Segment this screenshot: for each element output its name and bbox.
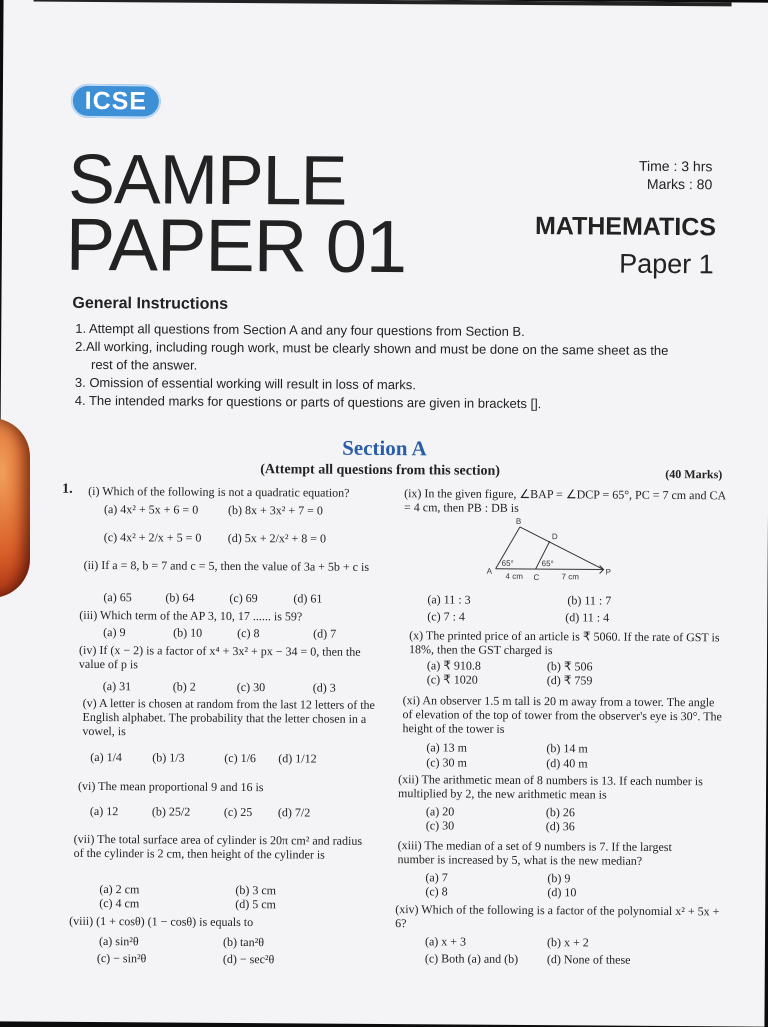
option: (c) 25 <box>223 804 253 820</box>
option: (c) 69 <box>229 590 258 606</box>
option: (d) 61 <box>293 591 323 606</box>
instruction-item: 2.All working, including rough work, must be clearly shown and must be done on the same sheet as the rest of the answer. <box>75 338 669 373</box>
option: (b) 64 <box>165 590 195 605</box>
option: (c) 30 m <box>426 755 467 770</box>
option: (c) Both (a) and (b) <box>424 951 519 966</box>
question-xi: (xi) An observer 1.5 m tall is 20 m away from a tower. The angle of elevation of the top of tower from the observer's eye is 30°. The height of the tower is <box>402 693 722 736</box>
side-bp <box>520 527 604 570</box>
option: (a) 1/4 <box>90 749 122 765</box>
question-viii: (viii) (1 + cosθ) (1 − cosθ) is equals to <box>69 913 254 930</box>
option: (b) 9 <box>547 871 571 886</box>
question-vi: (vi) The mean proportional 9 and 16 is <box>78 778 264 795</box>
top-edge <box>34 0 732 6</box>
question-ii: (ii) If a = 8, b = 7 and c = 5, then the value of 3a + 5b + c is <box>83 557 370 574</box>
option: (c) 8 <box>425 884 448 899</box>
option: (d) 7/2 <box>277 805 311 820</box>
label-a: A <box>486 566 492 576</box>
option: (a) 11 : 3 <box>427 592 471 607</box>
instruction-item: 3. Omission of essential working will result in loss of marks. <box>74 374 416 393</box>
option: (d) − sec²θ <box>222 951 275 967</box>
icse-badge: ICSE <box>71 84 161 119</box>
paper-number: Paper 1 <box>619 248 714 280</box>
option: (b) 1/3 <box>152 750 185 765</box>
question-x: (x) The printed price of an article is ₹ 5060. If the rate of GST is 18%, then the GST charged is <box>408 628 720 658</box>
option: (c) 7 : 4 <box>427 609 465 624</box>
option: (d) 40 m <box>546 756 588 771</box>
option: (d) 10 <box>547 885 577 900</box>
option: (d) None of these <box>546 952 631 967</box>
general-instructions-list <box>75 320 676 414</box>
instruction-item: 4. The intended marks for questions or parts of questions are given in brackets []. <box>74 392 542 412</box>
length-label: 4 cm <box>505 571 523 581</box>
option: (d) 7 <box>313 626 337 641</box>
option: (a) 9 <box>103 625 126 640</box>
section-marks: (40 Marks) <box>665 466 723 482</box>
option: (d) 5 cm <box>235 896 276 912</box>
option: (c) 8 <box>237 625 260 641</box>
label-b: B <box>515 516 522 526</box>
label-p: P <box>605 567 611 577</box>
option: (a) sin²θ <box>98 934 139 949</box>
option: (b) 14 m <box>546 741 588 756</box>
option: (d) 1/12 <box>278 751 317 766</box>
angle-label: 65° <box>541 559 554 569</box>
option: (b) 10 <box>173 625 203 640</box>
title-line-1: SAMPLE <box>68 139 347 220</box>
option: (c) 30 <box>425 818 455 833</box>
option: (a) 2 cm <box>99 882 140 897</box>
question-iii: (iii) Which term of the AP 3, 10, 17 ...... is 59? <box>79 607 303 624</box>
option: (b) 26 <box>545 805 575 820</box>
question-number: 1. <box>62 481 73 497</box>
subject-title: MATHEMATICS <box>534 212 717 242</box>
option: (b) tan²θ <box>222 934 265 950</box>
section-title: Section A <box>342 435 427 461</box>
option: (a) 4x² + 5x + 6 = 0 <box>103 502 199 517</box>
section-instruction: (Attempt all questions from this section) <box>260 462 501 479</box>
question-ix: (ix) In the given figure, ∠BAP = ∠DCP = 65°, PC = 7 cm and CA = 4 cm, then PB : DB is <box>403 486 726 515</box>
option: (a) 20 <box>425 804 455 819</box>
option: (a) ₹ 910.8 <box>426 658 481 673</box>
option: (b) 3 cm <box>235 882 277 898</box>
angle-label: 65° <box>501 558 514 568</box>
instruction-item: 1. Attempt all questions from Section A and any four questions from Section B. <box>75 320 525 339</box>
question-i: (i) Which of the following is not a quadratic equation? <box>88 483 350 500</box>
option: (a) 12 <box>89 803 119 819</box>
question-xii: (xii) The arithmetic mean of 8 numbers is 13. If each number is multiplied by 2, the new arithmetic mean is <box>397 772 703 802</box>
question-xiii: (xiii) The median of a set of 9 numbers is 7. If the largest number is increased by 5, what is the new median? <box>397 838 672 868</box>
question-v: (v) A letter is chosen at random from the last 12 letters of the English alphabet. The probability that the letter chosen in a vowel, is <box>82 695 375 739</box>
label-c: C <box>533 573 540 583</box>
base-line <box>496 569 604 570</box>
option: (b) 8x + 3x² + 7 = 0 <box>227 502 323 518</box>
option: (b) 2 <box>172 679 196 694</box>
option: (d) 36 <box>545 819 575 834</box>
option: (a) 65 <box>103 590 132 605</box>
option: (a) 13 m <box>426 740 468 755</box>
question-iv: (iv) If (x − 2) is a factor of x⁴ + 3x² + px − 34 = 0, then the value of p is <box>78 642 361 672</box>
triangle-figure <box>484 517 614 584</box>
option: (b) x + 2 <box>546 935 589 950</box>
option: (d) 5x + 2/x² + 8 = 0 <box>227 530 327 546</box>
option: (c) ₹ 1020 <box>426 672 478 687</box>
label-d: D <box>551 532 558 542</box>
option: (c) 4 cm <box>99 896 140 911</box>
option: (b) ₹ 506 <box>546 659 593 674</box>
option: (d) 3 <box>312 680 336 695</box>
time-info: Time : 3 hrs <box>638 157 713 175</box>
option: (c) 1/6 <box>224 750 256 766</box>
option: (c) − sin²θ <box>96 951 147 966</box>
option: (a) 7 <box>425 870 448 885</box>
marks-info: Marks : 80 <box>646 175 713 193</box>
option: (a) x + 3 <box>424 934 467 949</box>
option: (d) 11 : 4 <box>565 610 610 625</box>
option: (b) 25/2 <box>151 804 191 819</box>
length-label: 7 cm <box>561 572 579 582</box>
option: (b) 11 : 7 <box>567 593 612 608</box>
question-xiv: (xiv) Which of the following is a factor of the polynomial x² + 5x + 6? <box>395 902 720 931</box>
option: (c) 30 <box>236 679 266 695</box>
option: (d) ₹ 759 <box>546 673 593 688</box>
option: (c) 4x² + 2/x + 5 = 0 <box>103 530 202 545</box>
question-vii: (vii) The total surface area of cylinder is 20π cm² and radius of the cylinder is 2 cm, then height of the cylinder is <box>73 831 363 862</box>
option: (a) 31 <box>102 679 132 694</box>
general-instructions-heading: General Instructions <box>72 294 229 313</box>
title-line-2: PAPER 01 <box>65 202 407 289</box>
holding-fingers <box>0 418 30 598</box>
